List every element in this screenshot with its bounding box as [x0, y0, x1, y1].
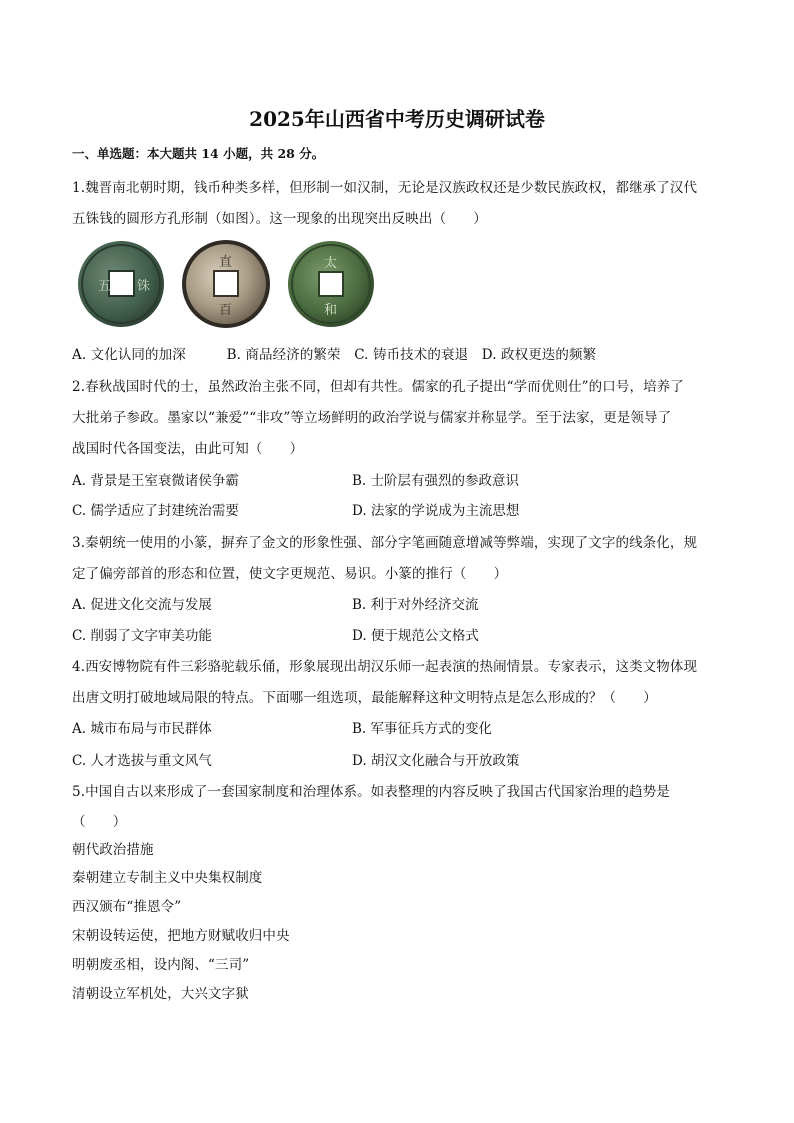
coin1-char-left: 五	[98, 279, 112, 294]
coin2-char-bottom: 百	[219, 303, 233, 318]
q3-option-c: C. 削弱了文字审美功能	[72, 628, 212, 644]
q5-table-row: 宋朝设转运使，把地方财赋收归中央	[72, 928, 290, 944]
q1-options: A. 文化认同的加深 B. 商品经济的繁荣 C. 铸币技术的衰退 D. 政权更迭的频繁	[72, 347, 597, 363]
q2-option-c: C. 儒学适应了封建统治需要	[72, 503, 239, 519]
q1-stem-line-1: 1.魏晋南北朝时期，钱币种类多样，但形制一如汉制，无论是汉族政权还是少数民族政权，都继承了汉代	[72, 180, 698, 196]
q5-table-row: 明朝废丞相，设内阁、“三司”	[72, 957, 250, 973]
section-heading: 一、单选题：本大题共 14 小题，共 28 分。	[72, 146, 325, 161]
q2-stem-line-3: 战国时代各国变法，由此可知（ ）	[72, 441, 304, 457]
q2-option-d: D. 法家的学说成为主流思想	[352, 503, 520, 519]
q3-option-b: B. 利于对外经济交流	[352, 597, 479, 613]
q5-stem-line-2: （ ）	[72, 814, 127, 830]
coin1-char-right: 铢	[137, 279, 151, 294]
q5-table-header: 朝代政治措施	[72, 842, 154, 858]
coin-wuzhu-image	[76, 238, 166, 330]
q4-option-c: C. 人才选拔与重文风气	[72, 753, 212, 769]
q3-stem-line-2: 定了偏旁部首的形态和位置，使文字更规范、易识。小篆的推行（ ）	[72, 566, 508, 582]
q4-option-d: D. 胡汉文化融合与开放政策	[352, 753, 520, 769]
q5-table-row: 西汉颁布“推恩令”	[72, 899, 182, 915]
coin3-char-bottom: 和	[324, 303, 338, 318]
q2-stem-line-2: 大批弟子参政。墨家以“兼爱”“非攻”等立场鲜明的政治学说与儒家并称显学。至于法家，更是领导了	[72, 410, 672, 426]
q2-option-a: A. 背景是王室衰微诸侯争霸	[72, 473, 239, 489]
q2-stem-line-1: 2.春秋战国时代的士，虽然政治主张不同，但却有共性。儒家的孔子提出“学而优则仕”的口号，培养了	[72, 379, 684, 395]
q4-option-a: A. 城市布局与市民群体	[72, 721, 212, 737]
q3-option-d: D. 便于规范公文格式	[352, 628, 479, 644]
q3-option-a: A. 促进文化交流与发展	[72, 597, 212, 613]
coin-taihe-image	[286, 238, 376, 330]
q1-stem-line-2: 五铢钱的圆形方孔形制（如图）。这一现象的出现突出反映出（ ）	[72, 211, 487, 227]
coin2-char-top: 直	[219, 255, 233, 270]
q5-stem-line-1: 5.中国自古以来形成了一套国家制度和治理体系。如表整理的内容反映了我国古代国家治理的趋势是	[72, 784, 670, 800]
q3-stem-line-1: 3.秦朝统一使用的小篆，摒弃了金文的形象性强、部分字笔画随意增减等弊端，实现了文字的线条化，规	[72, 535, 698, 551]
q4-stem-line-1: 4.西安博物院有件三彩骆驼载乐俑，形象展现出胡汉乐师一起表演的热闹情景。专家表示，这类文物体现	[72, 659, 698, 675]
q2-option-b: B. 士阶层有强烈的参政意识	[352, 473, 520, 489]
q4-stem-line-2: 出唐文明打破地域局限的特点。下面哪一组选项，最能解释这种文明特点是怎么形成的？（ ）	[72, 690, 657, 706]
q4-option-b: B. 军事征兵方式的变化	[352, 721, 493, 737]
coin3-char-top: 太	[324, 256, 338, 271]
q5-table-row: 秦朝建立专制主义中央集权制度	[72, 870, 263, 886]
q5-table-row: 清朝设立军机处，大兴文字狱	[72, 986, 249, 1002]
coin-zhibai-image	[180, 238, 272, 330]
exam-title: 2025年山西省中考历史调研试卷	[249, 107, 545, 131]
coin-images	[72, 238, 382, 330]
